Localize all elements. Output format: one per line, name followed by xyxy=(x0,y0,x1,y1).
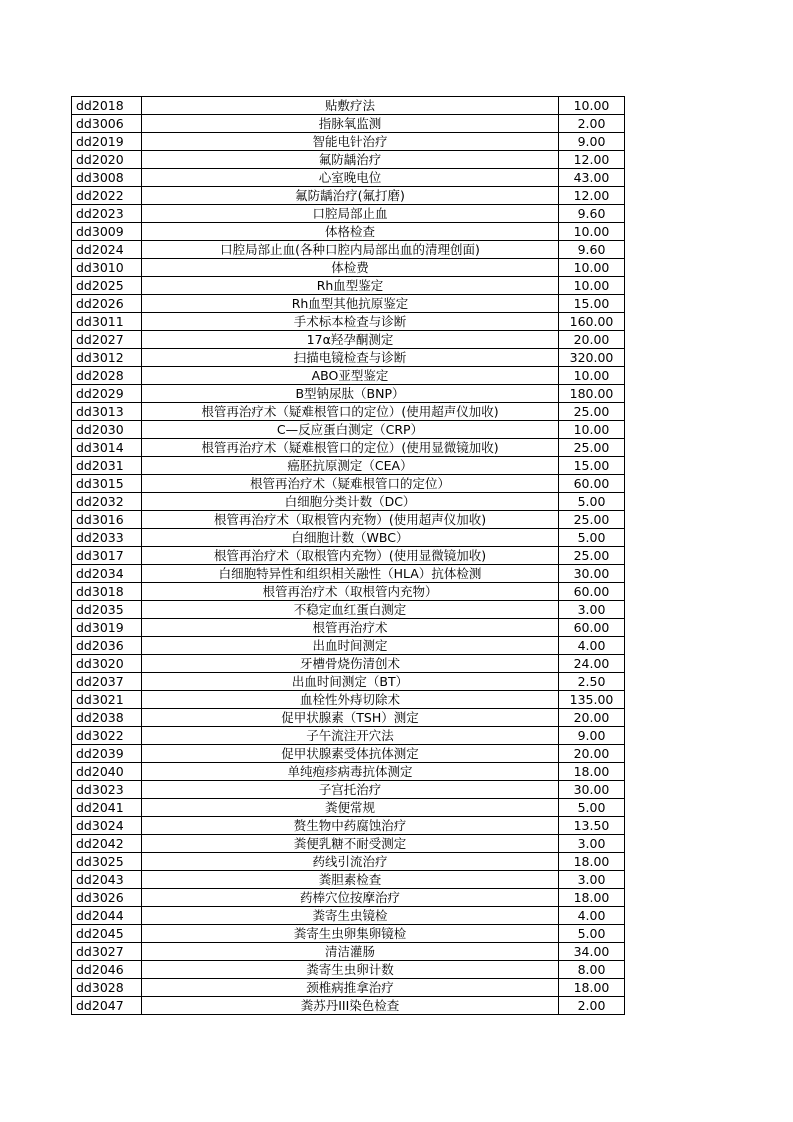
item-name-cell: B型钠尿肽（BNP） xyxy=(142,385,559,403)
item-code-cell: dd3018 xyxy=(72,583,142,601)
item-name-cell: 根管再治疗术（疑难根管口的定位）(使用超声仪加收) xyxy=(142,403,559,421)
table-row xyxy=(72,925,625,943)
table-row xyxy=(72,943,625,961)
item-name-cell: 赘生物中药腐蚀治疗 xyxy=(142,817,559,835)
item-name-cell: 白细胞特异性和组织相关融性（HLA）抗体检测 xyxy=(142,565,559,583)
item-code-cell: dd2030 xyxy=(72,421,142,439)
item-price-cell: 12.00 xyxy=(559,187,625,205)
table-row xyxy=(72,781,625,799)
item-code-cell: dd2020 xyxy=(72,151,142,169)
table-row xyxy=(72,637,625,655)
item-name-cell: 口腔局部止血 xyxy=(142,205,559,223)
table-row xyxy=(72,475,625,493)
item-code-cell: dd3028 xyxy=(72,979,142,997)
item-code-cell: dd2024 xyxy=(72,241,142,259)
item-price-cell: 25.00 xyxy=(559,511,625,529)
table-row xyxy=(72,277,625,295)
item-price-cell: 24.00 xyxy=(559,655,625,673)
item-code-cell: dd2028 xyxy=(72,367,142,385)
item-name-cell: 氟防龋治疗(氟打磨) xyxy=(142,187,559,205)
table-row xyxy=(72,223,625,241)
item-name-cell: C—反应蛋白测定（CRP） xyxy=(142,421,559,439)
item-price-cell: 2.00 xyxy=(559,115,625,133)
table-row xyxy=(72,493,625,511)
table-row xyxy=(72,349,625,367)
item-name-cell: Rh血型鉴定 xyxy=(142,277,559,295)
item-code-cell: dd3012 xyxy=(72,349,142,367)
item-name-cell: 手术标本检查与诊断 xyxy=(142,313,559,331)
table-row xyxy=(72,871,625,889)
item-code-cell: dd3026 xyxy=(72,889,142,907)
item-code-cell: dd3015 xyxy=(72,475,142,493)
item-code-cell: dd2031 xyxy=(72,457,142,475)
item-price-cell: 60.00 xyxy=(559,475,625,493)
item-price-cell: 9.00 xyxy=(559,727,625,745)
item-code-cell: dd3027 xyxy=(72,943,142,961)
item-name-cell: 17α羟孕酮测定 xyxy=(142,331,559,349)
price-table xyxy=(71,96,625,1015)
item-name-cell: 根管再治疗术（取根管内充物）(使用显微镜加收) xyxy=(142,547,559,565)
item-code-cell: dd3010 xyxy=(72,259,142,277)
item-name-cell: 单纯疱疹病毒抗体测定 xyxy=(142,763,559,781)
item-price-cell: 18.00 xyxy=(559,889,625,907)
item-name-cell: 粪寄生虫卵集卵镜检 xyxy=(142,925,559,943)
item-price-cell: 320.00 xyxy=(559,349,625,367)
item-code-cell: dd3023 xyxy=(72,781,142,799)
table-row xyxy=(72,457,625,475)
table-row xyxy=(72,763,625,781)
item-name-cell: 根管再治疗术（取根管内充物） xyxy=(142,583,559,601)
item-price-cell: 2.50 xyxy=(559,673,625,691)
item-name-cell: 出血时间测定 xyxy=(142,637,559,655)
item-name-cell: 根管再治疗术（取根管内充物）(使用超声仪加收) xyxy=(142,511,559,529)
item-price-cell: 10.00 xyxy=(559,367,625,385)
item-name-cell: 血栓性外痔切除术 xyxy=(142,691,559,709)
table-row xyxy=(72,997,625,1015)
table-row xyxy=(72,205,625,223)
item-code-cell: dd2035 xyxy=(72,601,142,619)
item-price-cell: 30.00 xyxy=(559,781,625,799)
item-price-cell: 25.00 xyxy=(559,547,625,565)
item-price-cell: 5.00 xyxy=(559,493,625,511)
item-price-cell: 3.00 xyxy=(559,601,625,619)
item-price-cell: 15.00 xyxy=(559,295,625,313)
item-price-cell: 13.50 xyxy=(559,817,625,835)
item-code-cell: dd3013 xyxy=(72,403,142,421)
item-name-cell: 智能电针治疗 xyxy=(142,133,559,151)
table-row xyxy=(72,565,625,583)
item-price-cell: 20.00 xyxy=(559,709,625,727)
item-code-cell: dd2025 xyxy=(72,277,142,295)
item-name-cell: 子宫托治疗 xyxy=(142,781,559,799)
item-code-cell: dd3021 xyxy=(72,691,142,709)
table-row xyxy=(72,187,625,205)
item-code-cell: dd2018 xyxy=(72,97,142,115)
item-price-cell: 20.00 xyxy=(559,745,625,763)
item-price-cell: 10.00 xyxy=(559,277,625,295)
table-row xyxy=(72,583,625,601)
item-code-cell: dd3011 xyxy=(72,313,142,331)
table-row xyxy=(72,385,625,403)
item-name-cell: ABO亚型鉴定 xyxy=(142,367,559,385)
item-name-cell: 药棒穴位按摩治疗 xyxy=(142,889,559,907)
item-price-cell: 43.00 xyxy=(559,169,625,187)
item-code-cell: dd3025 xyxy=(72,853,142,871)
item-price-cell: 34.00 xyxy=(559,943,625,961)
item-name-cell: 体格检查 xyxy=(142,223,559,241)
item-name-cell: 颈椎病推拿治疗 xyxy=(142,979,559,997)
item-code-cell: dd2032 xyxy=(72,493,142,511)
item-price-cell: 60.00 xyxy=(559,619,625,637)
item-code-cell: dd2045 xyxy=(72,925,142,943)
item-code-cell: dd3016 xyxy=(72,511,142,529)
item-code-cell: dd2029 xyxy=(72,385,142,403)
item-code-cell: dd2036 xyxy=(72,637,142,655)
item-code-cell: dd2023 xyxy=(72,205,142,223)
item-name-cell: 出血时间测定（BT） xyxy=(142,673,559,691)
table-row xyxy=(72,835,625,853)
item-name-cell: 不稳定血红蛋白测定 xyxy=(142,601,559,619)
item-name-cell: 药线引流治疗 xyxy=(142,853,559,871)
table-row xyxy=(72,151,625,169)
item-price-cell: 160.00 xyxy=(559,313,625,331)
item-price-cell: 2.00 xyxy=(559,997,625,1015)
item-price-cell: 3.00 xyxy=(559,871,625,889)
item-code-cell: dd3014 xyxy=(72,439,142,457)
item-price-cell: 25.00 xyxy=(559,439,625,457)
item-price-cell: 9.60 xyxy=(559,241,625,259)
table-row xyxy=(72,421,625,439)
item-code-cell: dd2027 xyxy=(72,331,142,349)
item-code-cell: dd2046 xyxy=(72,961,142,979)
item-price-cell: 135.00 xyxy=(559,691,625,709)
item-name-cell: 体检费 xyxy=(142,259,559,277)
table-row xyxy=(72,169,625,187)
item-code-cell: dd2041 xyxy=(72,799,142,817)
item-code-cell: dd3006 xyxy=(72,115,142,133)
table-row xyxy=(72,313,625,331)
table-row xyxy=(72,547,625,565)
item-name-cell: 心室晚电位 xyxy=(142,169,559,187)
item-price-cell: 18.00 xyxy=(559,853,625,871)
item-code-cell: dd3024 xyxy=(72,817,142,835)
table-row xyxy=(72,529,625,547)
item-price-cell: 180.00 xyxy=(559,385,625,403)
table-row xyxy=(72,655,625,673)
table-row xyxy=(72,133,625,151)
item-price-cell: 18.00 xyxy=(559,763,625,781)
table-row xyxy=(72,961,625,979)
item-name-cell: 扫描电镜检查与诊断 xyxy=(142,349,559,367)
item-code-cell: dd3020 xyxy=(72,655,142,673)
item-code-cell: dd3008 xyxy=(72,169,142,187)
item-price-cell: 15.00 xyxy=(559,457,625,475)
item-price-cell: 4.00 xyxy=(559,907,625,925)
item-code-cell: dd2039 xyxy=(72,745,142,763)
item-price-cell: 5.00 xyxy=(559,529,625,547)
item-code-cell: dd3022 xyxy=(72,727,142,745)
item-price-cell: 8.00 xyxy=(559,961,625,979)
table-row xyxy=(72,295,625,313)
item-price-cell: 10.00 xyxy=(559,259,625,277)
item-code-cell: dd3019 xyxy=(72,619,142,637)
item-name-cell: 粪寄生虫镜检 xyxy=(142,907,559,925)
item-code-cell: dd2037 xyxy=(72,673,142,691)
item-price-cell: 18.00 xyxy=(559,979,625,997)
item-price-cell: 5.00 xyxy=(559,799,625,817)
item-code-cell: dd2043 xyxy=(72,871,142,889)
item-code-cell: dd2034 xyxy=(72,565,142,583)
table-row xyxy=(72,115,625,133)
table-row xyxy=(72,97,625,115)
table-row xyxy=(72,817,625,835)
item-name-cell: 粪胆素检查 xyxy=(142,871,559,889)
item-price-cell: 9.00 xyxy=(559,133,625,151)
item-code-cell: dd2038 xyxy=(72,709,142,727)
table-row xyxy=(72,889,625,907)
item-name-cell: 粪寄生虫卵计数 xyxy=(142,961,559,979)
table-row xyxy=(72,511,625,529)
item-price-cell: 12.00 xyxy=(559,151,625,169)
item-code-cell: dd2026 xyxy=(72,295,142,313)
item-price-cell: 10.00 xyxy=(559,97,625,115)
item-name-cell: 口腔局部止血(各种口腔内局部出血的清理创面) xyxy=(142,241,559,259)
item-price-cell: 10.00 xyxy=(559,223,625,241)
item-name-cell: 子午流注开穴法 xyxy=(142,727,559,745)
item-name-cell: 根管再治疗术（疑难根管口的定位）(使用显微镜加收) xyxy=(142,439,559,457)
table-row xyxy=(72,673,625,691)
item-name-cell: 粪苏丹III染色检查 xyxy=(142,997,559,1015)
item-code-cell: dd2019 xyxy=(72,133,142,151)
item-name-cell: 促甲状腺素（TSH）测定 xyxy=(142,709,559,727)
table-row xyxy=(72,241,625,259)
item-price-cell: 10.00 xyxy=(559,421,625,439)
item-name-cell: 粪便常规 xyxy=(142,799,559,817)
item-name-cell: Rh血型其他抗原鉴定 xyxy=(142,295,559,313)
item-price-cell: 3.00 xyxy=(559,835,625,853)
table-row xyxy=(72,367,625,385)
table-row xyxy=(72,619,625,637)
item-code-cell: dd2042 xyxy=(72,835,142,853)
item-price-cell: 60.00 xyxy=(559,583,625,601)
price-table-body xyxy=(72,97,625,1015)
item-name-cell: 白细胞分类计数（DC） xyxy=(142,493,559,511)
table-row xyxy=(72,979,625,997)
item-name-cell: 根管再治疗术 xyxy=(142,619,559,637)
table-row xyxy=(72,853,625,871)
item-name-cell: 根管再治疗术（疑难根管口的定位） xyxy=(142,475,559,493)
item-name-cell: 白细胞计数（WBC） xyxy=(142,529,559,547)
item-price-cell: 9.60 xyxy=(559,205,625,223)
item-price-cell: 25.00 xyxy=(559,403,625,421)
table-row xyxy=(72,601,625,619)
item-name-cell: 粪便乳糖不耐受测定 xyxy=(142,835,559,853)
item-price-cell: 30.00 xyxy=(559,565,625,583)
item-name-cell: 氟防龋治疗 xyxy=(142,151,559,169)
item-name-cell: 指脉氧监测 xyxy=(142,115,559,133)
item-name-cell: 贴敷疗法 xyxy=(142,97,559,115)
table-row xyxy=(72,403,625,421)
table-row xyxy=(72,439,625,457)
item-code-cell: dd2040 xyxy=(72,763,142,781)
table-row xyxy=(72,799,625,817)
item-code-cell: dd2047 xyxy=(72,997,142,1015)
item-price-cell: 20.00 xyxy=(559,331,625,349)
item-price-cell: 4.00 xyxy=(559,637,625,655)
item-name-cell: 癌胚抗原测定（CEA） xyxy=(142,457,559,475)
item-code-cell: dd2022 xyxy=(72,187,142,205)
item-name-cell: 清洁灌肠 xyxy=(142,943,559,961)
table-row xyxy=(72,331,625,349)
item-code-cell: dd3017 xyxy=(72,547,142,565)
item-code-cell: dd2033 xyxy=(72,529,142,547)
item-code-cell: dd2044 xyxy=(72,907,142,925)
item-price-cell: 5.00 xyxy=(559,925,625,943)
table-row xyxy=(72,259,625,277)
table-row xyxy=(72,745,625,763)
item-code-cell: dd3009 xyxy=(72,223,142,241)
table-row xyxy=(72,907,625,925)
table-row xyxy=(72,709,625,727)
table-row xyxy=(72,691,625,709)
table-row xyxy=(72,727,625,745)
item-name-cell: 牙槽骨烧伤清创术 xyxy=(142,655,559,673)
item-name-cell: 促甲状腺素受体抗体测定 xyxy=(142,745,559,763)
